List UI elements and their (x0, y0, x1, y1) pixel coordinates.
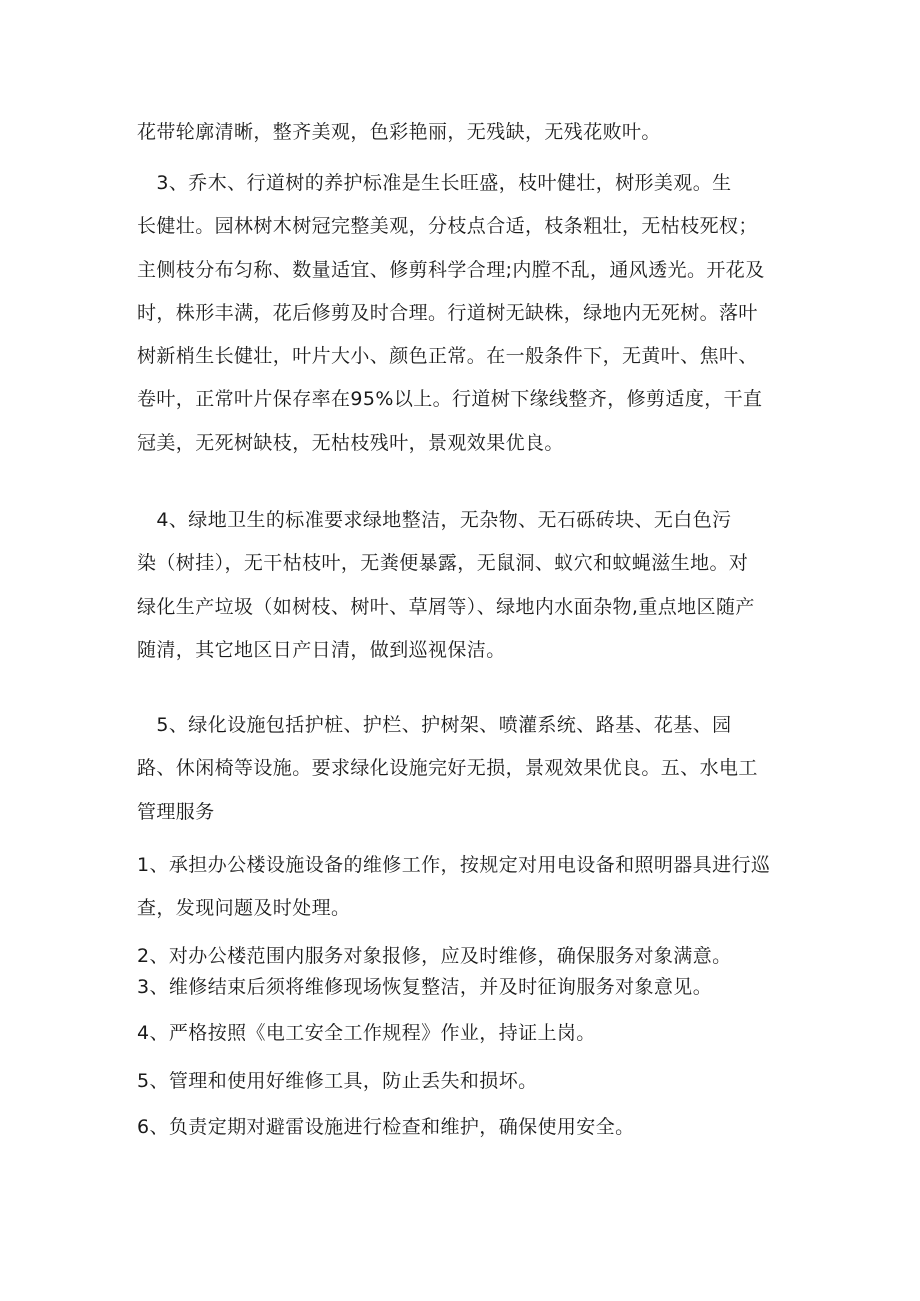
text-line: 5、管理和使用好维修工具，防止丢失和损坏。 (137, 1070, 538, 1092)
text-line: 3、乔木、行道树的养护标准是生长旺盛，枝叶健壮，树形美观。生 (137, 172, 732, 194)
text-line: 2、对办公楼范围内服务对象报修，应及时维修，确保服务对象满意。 (137, 945, 732, 967)
text-line: 3、维修结束后须将维修现场恢复整洁，并及时征询服务对象意见。 (137, 976, 713, 998)
text-line: 时，株形丰满，花后修剪及时合理。行道树无缺株，绿地内无死树。落叶 (137, 301, 758, 324)
paragraph-item-5-tools (137, 1068, 787, 1094)
text-line: 查，发现问题及时处理。 (137, 897, 351, 920)
text-line: 6、负责定期对避雷设施进行检查和维护，确保使用安全。 (137, 1116, 635, 1138)
text-line: 5、绿化设施包括护桩、护栏、护树架、喷灌系统、路基、花基、园 (137, 714, 732, 736)
text-line: 长健壮。园林树木树冠完整美观，分枝点合适，枝条粗壮，无枯枝死杈； (137, 215, 758, 238)
paragraph-greening-facilities (137, 704, 787, 834)
paragraph-greenland-hygiene (137, 499, 787, 672)
paragraph-item-2-repair (137, 943, 787, 969)
text-line: 随清，其它地区日产日清，做到巡视保洁。 (137, 638, 506, 661)
text-line: 主侧枝分布匀称、数量适宜、修剪科学合理;内膛不乱，通风透光。开花及 (137, 258, 765, 281)
text-line: 绿化生产垃圾（如树枝、树叶、草屑等）、绿地内水面杂物,重点地区随产 (137, 595, 755, 618)
paragraph-item-3-cleanup (137, 974, 787, 1000)
paragraph-item-6-lightning (137, 1114, 787, 1140)
text-line: 染（树挂），无干枯枝叶，无粪便暴露，无鼠洞、蚁穴和蚊蝇滋生地。对 (137, 552, 749, 575)
text-line: 路、休闲椅等设施。要求绿化设施完好无损，景观效果优良。五、水电工 (137, 757, 758, 780)
text-line: 卷叶，正常叶片保存率在95%以上。行道树下缘线整齐，修剪适度，干直 (137, 388, 763, 411)
paragraph-item-1-maintenance (137, 844, 787, 931)
text-line: 冠美，无死树缺枝，无枯枝残叶，景观效果优良。 (137, 431, 564, 454)
paragraph-item-4-safety (137, 1020, 787, 1046)
paragraph-flower-bed (137, 119, 787, 145)
text-line: 4、绿地卫生的标准要求绿地整洁，无杂物、无石砾砖块、无白色污 (137, 509, 732, 531)
text-line: 管理服务 (137, 800, 215, 823)
text-line: 树新梢生长健壮，叶片大小、颜色正常。在一般条件下，无黄叶、焦叶、 (137, 345, 758, 368)
paragraph-trees-standard (137, 162, 787, 465)
text-line: 1、承担办公楼设施设备的维修工作，按规定对用电设备和照明器具进行巡 (137, 854, 771, 876)
text-line: 4、严格按照《电工安全工作规程》作业，持证上岗。 (137, 1022, 596, 1044)
text-line: 花带轮廓清晰，整齐美观，色彩艳丽，无残缺，无残花败叶。 (137, 121, 661, 143)
